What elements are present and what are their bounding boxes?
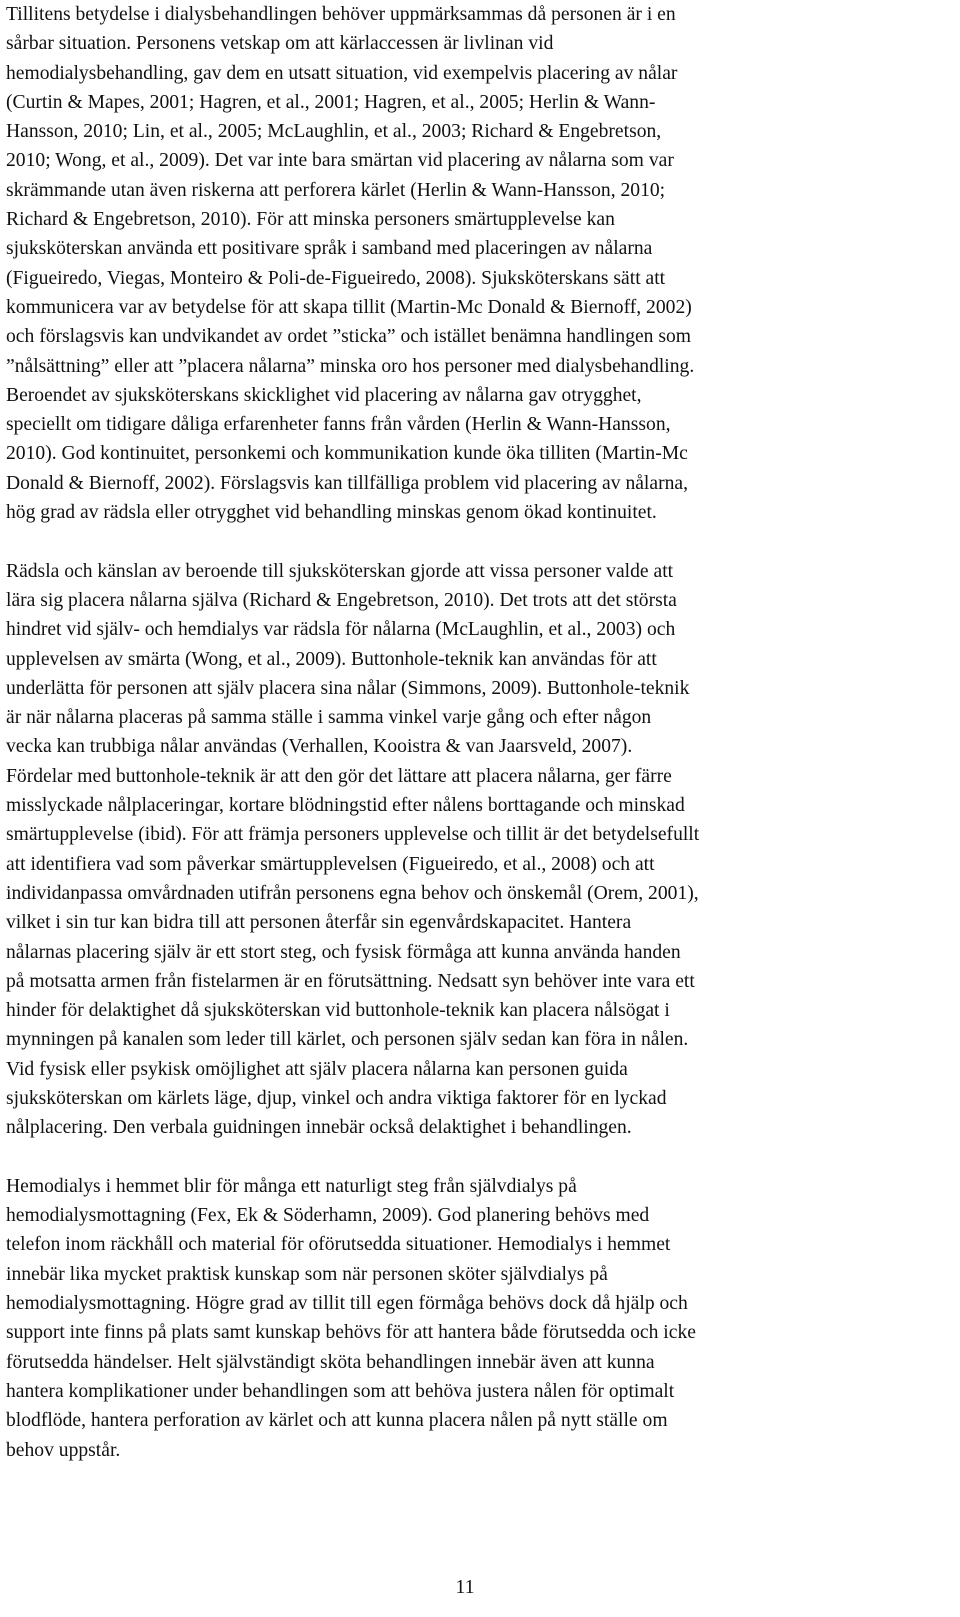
- text-line: individanpassa omvårdnaden utifrån personens egna behov och önskemål (Orem, 2001),: [6, 882, 699, 904]
- text-line: upplevelsen av smärta (Wong, et al., 2009). Buttonhole-teknik kan användas för att: [6, 648, 657, 670]
- text-line: Fördelar med buttonhole-teknik är att den gör det lättare att placera nålarna, ger färre: [6, 765, 672, 787]
- text-line: mynningen på kanalen som leder till kärlet, och personen själv sedan kan föra in nålen.: [6, 1029, 689, 1051]
- text-line: (Curtin & Mapes, 2001; Hagren, et al., 2001; Hagren, et al., 2005; Herlin & Wann-: [6, 91, 656, 113]
- text-line: hindret vid själv- och hemdialys var rädsla för nålarna (McLaughlin, et al., 2003) och: [6, 619, 676, 641]
- text-line: Beroendet av sjuksköterskans skicklighet vid placering av nålarna gav otrygghet,: [6, 384, 642, 406]
- text-line: ”nålsättning” eller att ”placera nålarna” minska oro hos personer med dialysbehandling.: [6, 355, 695, 377]
- text-line: misslyckade nålplaceringar, kortare blödningstid efter nålens borttagande och minskad: [6, 795, 685, 817]
- text-line: innebär lika mycket praktisk kunskap som när personen sköter självdialys på: [6, 1263, 608, 1285]
- paragraph-buttonhole-technique: [6, 557, 936, 1143]
- text-line: Vid fysisk eller psykisk omöjlighet att själv placera nålarna kan personen guida: [6, 1058, 628, 1080]
- text-line: förutsedda händelser. Helt självständigt sköta behandlingen innebär även att kunna: [6, 1351, 655, 1373]
- text-line: speciellt om tidigare dåliga erfarenheter fanns från vården (Herlin & Wann-Hansson,: [6, 414, 671, 436]
- paragraph-trust-dialysis: [6, 0, 936, 527]
- text-line: Rädsla och känslan av beroende till sjuksköterskan gjorde att vissa personer valde att: [6, 560, 674, 582]
- text-line: på motsatta armen från fistelarmen är en förutsättning. Nedsatt syn behöver inte vara ett: [6, 970, 695, 992]
- text-line: hemodialysmottagning. Högre grad av tillit till egen förmåga behövs dock då hjälp och: [6, 1293, 688, 1315]
- text-line: Hemodialys i hemmet blir för många ett naturligt steg från självdialys på: [6, 1175, 577, 1197]
- text-line: behov uppstår.: [6, 1439, 121, 1461]
- text-line: skrämmande utan även riskerna att perforera kärlet (Herlin & Wann-Hansson, 2010;: [6, 179, 666, 201]
- text-line: hantera komplikationer under behandlingen som att behöva justera nålen för optimalt: [6, 1380, 675, 1402]
- text-line: att identifiera vad som påverkar smärtupplevelsen (Figueiredo, et al., 2008) och att: [6, 853, 655, 875]
- text-line: kommunicera var av betydelse för att skapa tillit (Martin-Mc Donald & Biernoff, 2002): [6, 296, 692, 318]
- text-line: vecka kan trubbiga nålar användas (Verhallen, Kooistra & van Jaarsveld, 2007).: [6, 736, 633, 758]
- body-text: [6, 0, 936, 1465]
- text-line: support inte finns på plats samt kunskap behövs för att hantera både förutsedda och icke: [6, 1322, 696, 1344]
- text-line: Richard & Engebretson, 2010). För att minska personers smärtupplevelse kan: [6, 209, 615, 231]
- text-line: telefon inom räckhåll och material för oförutsedda situationer. Hemodialys i hemmet: [6, 1234, 671, 1256]
- text-line: hemodialysmottagning (Fex, Ek & Söderhamn, 2009). God planering behövs med: [6, 1205, 650, 1227]
- text-line: smärtupplevelse (ibid). För att främja personers upplevelse och tillit är det betydelsefullt: [6, 824, 700, 846]
- text-line: (Figueiredo, Viegas, Monteiro & Poli-de-Figueiredo, 2008). Sjuksköterskans sätt att: [6, 267, 666, 289]
- text-line: 2010). God kontinuitet, personkemi och kommunikation kunde öka tilliten (Martin-Mc: [6, 443, 688, 465]
- text-line: Hansson, 2010; Lin, et al., 2005; McLaughlin, et al., 2003; Richard & Engebretson,: [6, 121, 662, 143]
- text-line: underlätta för personen att själv placera sina nålar (Simmons, 2009). Buttonhole-teknik: [6, 677, 690, 699]
- text-line: hög grad av rädsla eller otrygghet vid behandling minskas genom ökad kontinuitet.: [6, 502, 657, 524]
- text-line: vilket i sin tur kan bidra till att personen återfår sin egenvårdskapacitet. Hantera: [6, 912, 632, 934]
- text-line: och förslagsvis kan undvikandet av ordet ”sticka” och istället benämna handlingen som: [6, 326, 692, 348]
- paragraph-home-hemodialysis: [6, 1172, 936, 1465]
- text-line: 2010; Wong, et al., 2009). Det var inte bara smärtan vid placering av nålarna som var: [6, 150, 674, 172]
- page-number: 11: [455, 1576, 475, 1598]
- text-line: nålarnas placering själv är ett stort steg, och fysisk förmåga att kunna använda handen: [6, 941, 681, 963]
- text-line: sjuksköterskan använda ett positivare språk i samband med placeringen av nålarna: [6, 238, 653, 260]
- text-line: Donald & Biernoff, 2002). Förslagsvis kan tillfälliga problem vid placering av nålarna,: [6, 472, 688, 494]
- text-line: är när nålarna placeras på samma ställe i samma vinkel varje gång och efter någon: [6, 707, 652, 729]
- text-line: lära sig placera nålarna själva (Richard & Engebretson, 2010). Det trots att det största: [6, 589, 677, 611]
- text-line: nålplacering. Den verbala guidningen innebär också delaktighet i behandlingen.: [6, 1117, 632, 1139]
- text-line: sårbar situation. Personens vetskap om att kärlaccessen är livlinan vid: [6, 33, 554, 55]
- text-line: blodflöde, hantera perforation av kärlet och att kunna placera nålen på nytt ställe om: [6, 1410, 668, 1432]
- text-line: Tillitens betydelse i dialysbehandlingen behöver uppmärksammas då personen är i en: [6, 4, 676, 25]
- text-line: hinder för delaktighet då sjuksköterskan vid buttonhole-teknik kan placera nålsögat i: [6, 1000, 670, 1022]
- text-line: hemodialysbehandling, gav dem en utsatt situation, vid exempelvis placering av nålar: [6, 62, 678, 84]
- text-line: sjuksköterskan om kärlets läge, djup, vinkel och andra viktiga faktorer för en lyckad: [6, 1087, 667, 1109]
